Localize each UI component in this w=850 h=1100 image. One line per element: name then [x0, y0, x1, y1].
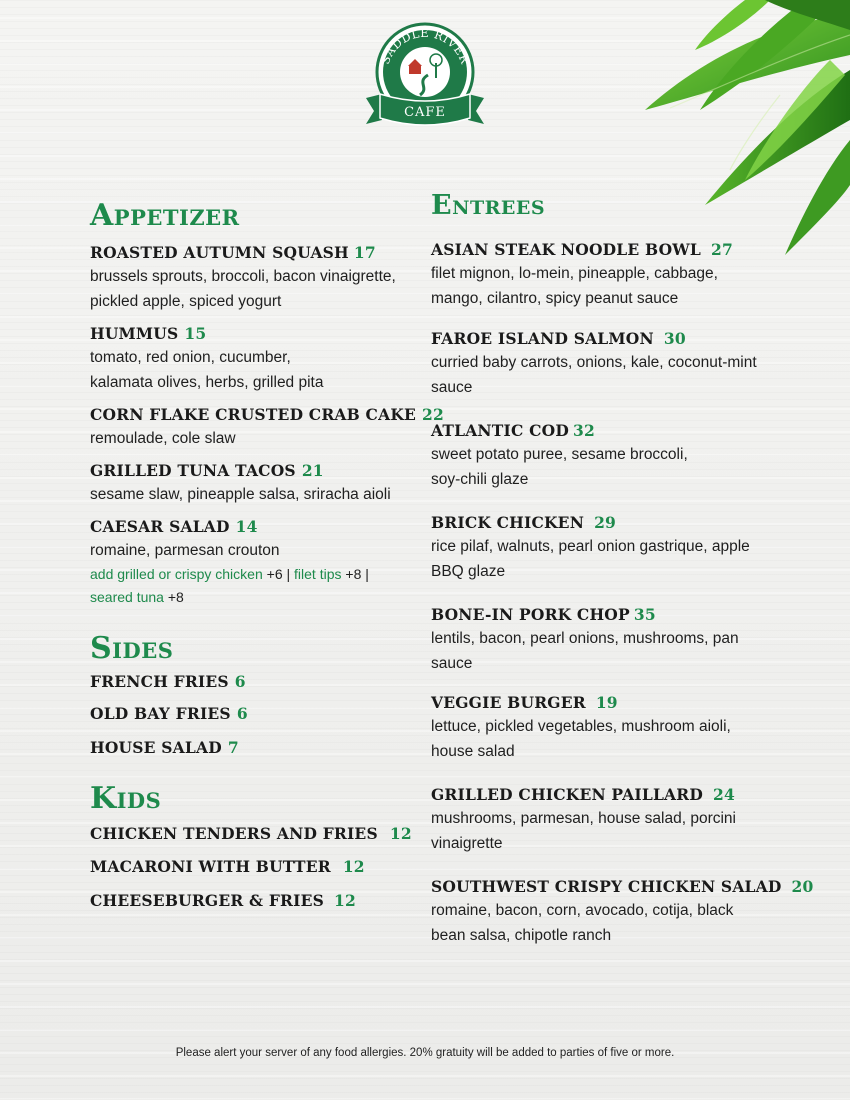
menu-item: [90, 516, 420, 609]
item-description: sauce: [431, 379, 473, 397]
side-item: [90, 737, 420, 759]
item-description: rice pilaf, walnuts, pearl onion gastrique, apple: [431, 538, 750, 556]
item-description: soy-chili glaze: [431, 471, 529, 489]
menu-item: [431, 784, 831, 856]
menu-item: [90, 323, 420, 395]
item-price: 12: [333, 891, 356, 910]
item-name: VEGGIE BURGER: [431, 693, 586, 713]
saddle-river-cafe-logo: [360, 20, 490, 135]
item-name: FRENCH FRIES: [90, 672, 229, 691]
allergy-notice: Please alert your server of any food allergies. 20% gratuity will be added to parties of five or more.: [175, 1047, 675, 1059]
addon-tuna: seared tuna: [90, 589, 164, 605]
item-description: romaine, parmesan crouton: [90, 542, 280, 559]
item-price: 17: [353, 243, 376, 262]
item-price: 27: [711, 240, 733, 260]
kids-item: [90, 890, 420, 912]
addon-filet: filet tips: [294, 566, 342, 582]
item-description: vinaigrette: [431, 835, 503, 853]
item-price: 19: [595, 693, 618, 713]
item-price: 30: [663, 329, 686, 349]
menu-item: [431, 239, 831, 311]
item-name: BRICK CHICKEN: [431, 513, 585, 533]
item-name: GRILLED TUNA TACOS: [90, 461, 296, 480]
item-name: CHEESEBURGER & FRIES: [90, 891, 324, 910]
item-name: ATLANTIC COD: [431, 421, 570, 441]
addon-chicken: add grilled or crispy chicken: [90, 566, 263, 582]
item-price: 29: [594, 513, 617, 533]
entrees-heading: Entrees: [431, 190, 546, 221]
item-name: HOUSE SALAD: [90, 738, 222, 757]
item-price: 12: [342, 857, 365, 876]
item-description: kalamata olives, herbs, grilled pita: [90, 374, 324, 391]
item-name: SOUTHWEST CRISPY CHICKEN SALAD: [431, 877, 782, 897]
addon-chicken-price: +6 |: [262, 566, 295, 582]
kids-heading: Kids: [90, 781, 162, 816]
item-description: BBQ glaze: [431, 563, 506, 581]
sides-heading: Sides: [90, 631, 174, 666]
item-price: 35: [633, 605, 656, 625]
item-description: house salad: [431, 743, 515, 761]
item-price: 21: [301, 461, 324, 480]
item-description: tomato, red onion, cucumber,: [90, 349, 291, 366]
item-description: bean salsa, chipotle ranch: [431, 927, 612, 945]
menu-item: [431, 328, 831, 400]
item-price: 32: [573, 421, 595, 441]
item-price: 20: [791, 877, 814, 897]
menu-item: [431, 512, 831, 584]
item-description: sweet potato puree, sesame broccoli,: [431, 446, 688, 464]
item-price: 6: [234, 672, 246, 691]
logo-top-text: SADDLE RIVER: [377, 25, 473, 67]
caesar-addons: [90, 563, 420, 609]
item-name: CHICKEN TENDERS AND FRIES: [90, 824, 378, 843]
item-name: FAROE ISLAND SALMON: [431, 329, 654, 349]
item-description: lettuce, pickled vegetables, mushroom aioli,: [431, 718, 731, 736]
item-description: pickled apple, spiced yogurt: [90, 293, 282, 310]
item-description: mushrooms, parmesan, house salad, porcini: [431, 810, 736, 828]
item-price: 6: [236, 704, 248, 723]
addon-tuna-price: +8: [163, 589, 184, 605]
logo-ribbon-text: CAFE: [404, 105, 446, 120]
kids-item: [90, 856, 420, 878]
svg-text:SADDLE RIVER: [378, 26, 472, 66]
addon-filet-price: +8 |: [341, 566, 369, 582]
kids-item: [90, 823, 420, 845]
appetizer-heading: Appetizer: [90, 198, 240, 233]
item-price: 15: [184, 324, 207, 343]
item-description: sauce: [431, 655, 473, 673]
item-description: sesame slaw, pineapple salsa, sriracha aioli: [90, 486, 391, 503]
item-name: CAESAR SALAD: [90, 517, 230, 536]
item-name: MACARONI WITH BUTTER: [90, 857, 331, 876]
left-column: [90, 198, 444, 912]
item-price: 24: [713, 785, 735, 805]
menu-item: [90, 242, 420, 314]
item-description: romaine, bacon, corn, avocado, cotija, black: [431, 902, 734, 920]
item-name: CORN FLAKE CRUSTED CRAB CAKE: [90, 405, 416, 424]
item-description: curried baby carrots, onions, kale, coconut-mint: [431, 354, 757, 372]
item-description: mango, cilantro, spicy peanut sauce: [431, 290, 679, 308]
side-item: [90, 671, 420, 693]
menu-item: [90, 404, 444, 451]
item-price: 12: [389, 824, 412, 843]
item-name: HUMMUS: [90, 324, 179, 343]
menu-item: [431, 876, 831, 948]
menu-item: [90, 460, 420, 507]
item-price: 7: [227, 738, 239, 757]
item-name: ASIAN STEAK NOODLE BOWL: [431, 240, 702, 260]
item-name: ROASTED AUTUMN SQUASH: [90, 243, 349, 262]
item-description: filet mignon, lo-mein, pineapple, cabbage,: [431, 265, 718, 283]
item-description: remoulade, cole slaw: [90, 430, 236, 447]
item-price: 14: [235, 517, 258, 536]
item-name: OLD BAY FRIES: [90, 704, 231, 723]
item-name: BONE-IN PORK CHOP: [431, 605, 630, 625]
right-column: [431, 190, 831, 948]
item-description: brussels sprouts, broccoli, bacon vinaigrette,: [90, 268, 396, 285]
menu-item: [431, 604, 831, 676]
item-price: 22: [422, 405, 444, 424]
menu-item: [431, 420, 831, 492]
side-item: [90, 703, 420, 725]
item-name: GRILLED CHICKEN PAILLARD: [431, 785, 703, 805]
menu-item: [431, 692, 831, 764]
item-description: lentils, bacon, pearl onions, mushrooms, pan: [431, 630, 739, 648]
